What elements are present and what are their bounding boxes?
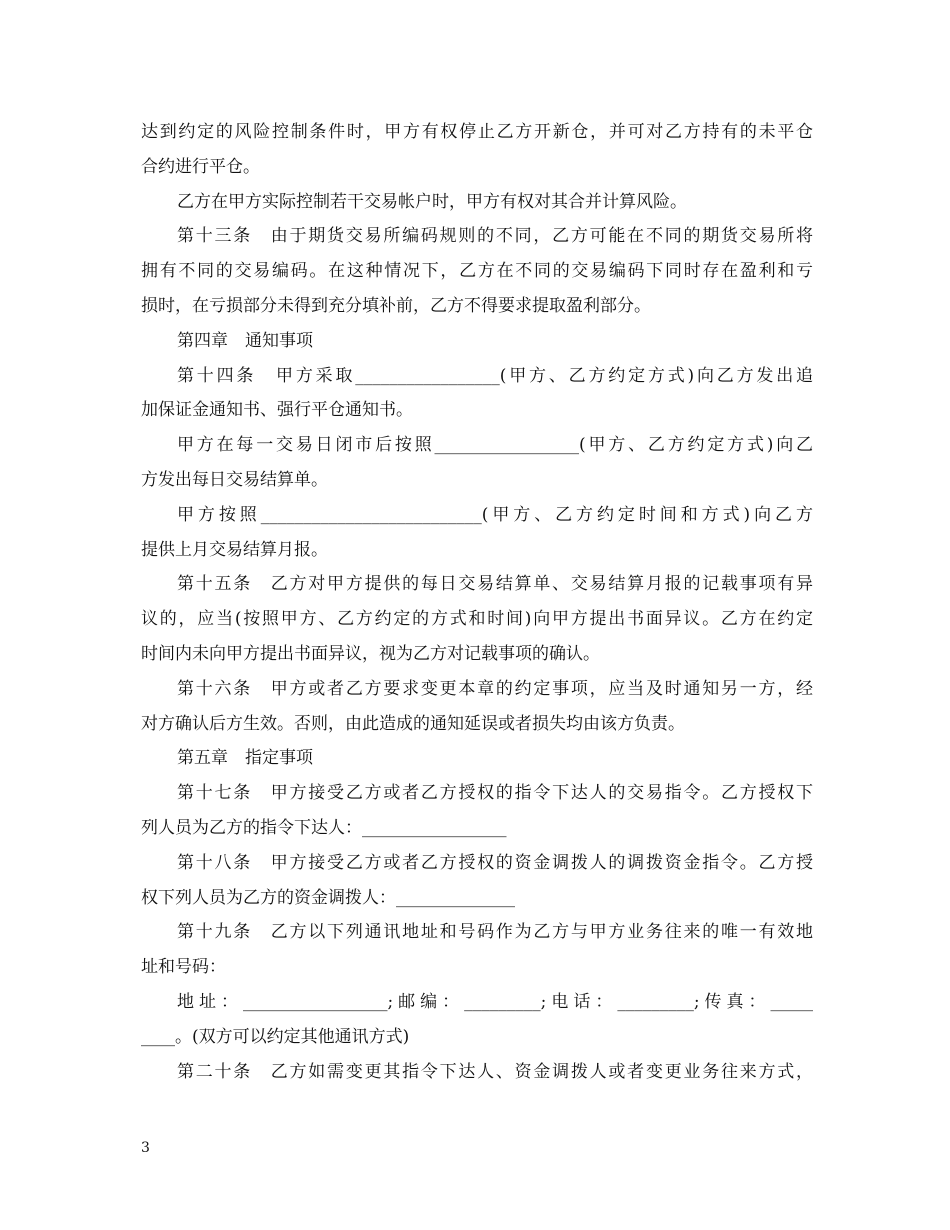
daily-statement-line-1: 甲方在每一交易日闭市后按照_________________(甲方、乙方约定方式)向乙 xyxy=(177,435,813,456)
text-line-2: 合约进行平仓。 xyxy=(141,156,260,177)
article-16-line-2: 对方确认后方生效。否则，由此造成的通知延误或者损失均由该方负责。 xyxy=(141,713,685,734)
article-13-line-3: 损时，在亏损部分未得到充分填补前，乙方不得要求提取盈利部分。 xyxy=(141,295,651,316)
article-15-line-1: 第十五条 乙方对甲方提供的每日交易结算单、交易结算月报的记载事项有异 xyxy=(177,574,813,595)
document-body xyxy=(141,115,813,1089)
article-13-line-2: 拥有不同的交易编码。在这种情况下，乙方在不同的交易编码下同时存在盈利和亏 xyxy=(141,261,813,282)
article-14-line-2: 加保证金通知书、强行平仓通知书。 xyxy=(141,400,413,421)
article-18-line-2: 权下列人员为乙方的资金调拨人：______________ xyxy=(141,887,515,908)
article-17-line-2: 列人员为乙方的指令下达人：_________________ xyxy=(141,817,507,838)
article-13-line-1: 第十三条 由于期货交易所编码规则的不同，乙方可能在不同的期货交易所将 xyxy=(177,226,813,247)
daily-statement-line-2: 方发出每日交易结算单。 xyxy=(141,469,328,490)
text-line-3: 乙方在甲方实际控制若干交易帐户时，甲方有权对其合并计算风险。 xyxy=(177,191,687,212)
article-20-line-1: 第二十条 乙方如需变更其指令下达人、资金调拨人或者变更业务往来方式， xyxy=(177,1061,813,1082)
chapter-5-heading: 第五章 指定事项 xyxy=(177,748,313,769)
article-17-line-1: 第十七条 甲方接受乙方或者乙方授权的指令下达人的交易指令。乙方授权下 xyxy=(177,783,813,804)
article-19-line-2: 址和号码： xyxy=(141,957,226,978)
text-line-1: 达到约定的风险控制条件时，甲方有权停止乙方开新仓，并可对乙方持有的未平仓 xyxy=(141,122,813,142)
article-15-line-2: 议的，应当(按照甲方、乙方约定的方式和时间)向甲方提出书面异议。乙方在约定 xyxy=(141,609,813,630)
monthly-report-line-2: 提供上月交易结算月报。 xyxy=(141,539,328,560)
article-16-line-1: 第十六条 甲方或者乙方要求变更本章的约定事项，应当及时通知另一方，经 xyxy=(177,678,813,699)
monthly-report-line-1: 甲方按照__________________________(甲方、乙方约定时间和方式)向乙方 xyxy=(177,504,813,525)
article-19-line-1: 第十九条 乙方以下列通讯地址和号码作为乙方与甲方业务往来的唯一有效地 xyxy=(177,922,813,943)
page-number: 3 xyxy=(141,1140,150,1156)
article-15-line-3: 时间内未向甲方提出书面异议，视为乙方对记载事项的确认。 xyxy=(141,643,600,664)
article-18-line-1: 第十八条 甲方接受乙方或者乙方授权的资金调拨人的调拨资金指令。乙方授 xyxy=(177,852,813,873)
contact-fields-line-1: 地址：_________________;邮编：_________;电话：_________;传真：_____ xyxy=(177,991,813,1012)
chapter-4-heading: 第四章 通知事项 xyxy=(177,330,313,351)
article-14-line-1: 第十四条 甲方采取_________________(甲方、乙方约定方式)向乙方发出追 xyxy=(177,365,813,386)
contact-fields-line-2: ____。(双方可以约定其他通讯方式) xyxy=(141,1026,410,1047)
